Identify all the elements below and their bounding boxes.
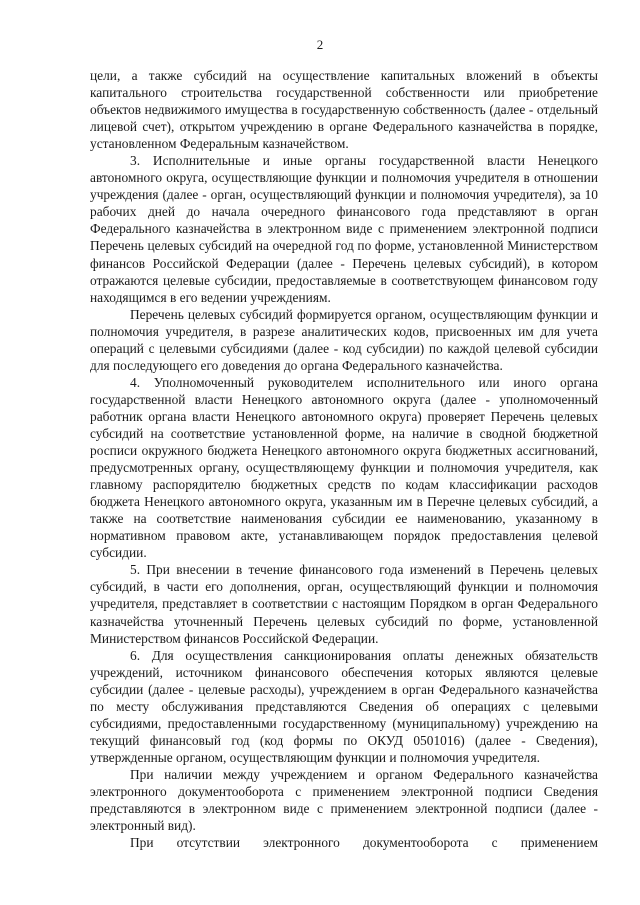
paragraph-no-electronic-workflow: При отсутствии электронного документооборота с применением: [130, 835, 598, 851]
paragraph-electronic-workflow: При наличии между учреждением и органом Федерального казначейства электронного документооборота с применением электронной подписи Сведения представляются в электронном виде с применением электронной подписи (далее - электронный вид).: [90, 766, 598, 834]
paragraph-clause-4: 4. Уполномоченный руководителем исполнительного или иного органа государственной власти Ненецкого автономного округа (далее - уполномоченный работник органа власти Ненецкого автономного округа) проверяет Перечень целевых субсидий на соответствие установленной форме, на наличие в сводной бюджетной росписи окружного бюджета Ненецкого автономного округа бюджетных ассигнований, предусмотренных органу, осуществляющему функции и полномочия учредителя, как главному распорядителю бюджетных средств по кодам классификации расходов бюджета Ненецкого автономного округа, указанным им в Перечне целевых субсидий, а также на соответствие наименования субсидии ее наименованию, указанному в нормативном правовом акте, устанавливающем порядок предоставления целевой субсидии.: [90, 374, 598, 561]
page-number: 2: [316, 37, 324, 52]
paragraph-list-formation: Перечень целевых субсидий формируется органом, осуществляющим функции и полномочия учредителя, в разрезе аналитических кодов, присвоенных им для учета операций с целевыми субсидиями (далее - код субсидии) по каждой целевой субсидии для последующего его доведения до органа Федерального казначейства.: [90, 306, 598, 373]
paragraph-clause-3: 3. Исполнительные и иные органы государственной власти Ненецкого автономного округа, осуществляющие функции и полномочия учредителя в отношении учреждения (далее - орган, осуществляющий функции и полномочия учредителя), за 10 рабочих дней до начала очередного финансового года представляют в орган Федерального казначейства в электронном виде с применением электронной подписи Перечень целевых субсидий на очередной год по форме, установленной Министерством финансов Российской Федерации (далее - Перечень целевых субсидий), в котором отражаются целевые субсидии, предоставляемые в соответствующем финансовом году находящимся в его ведении учреждениям.: [90, 153, 598, 305]
paragraph-clause-6: 6. Для осуществления санкционирования оплаты денежных обязательств учреждений, источником финансового обеспечения которых являются целевые субсидии (далее - целевые расходы), учреждением в орган Федерального казначейства по месту обслуживания представляются Сведения об операциях с целевыми субсидиями, предоставленными государственному (муниципальному) учреждению на текущий финансовый год (код формы по ОКУД 0501016) (далее - Сведения), утвержденные органом, осуществляющим функции и полномочия учредителя.: [90, 647, 598, 765]
paragraph-clause-5: 5. При внесении в течение финансового года изменений в Перечень целевых субсидий, в части его дополнения, орган, осуществляющий функции и полномочия учредителя, представляет в соответствии с настоящим Порядком в орган Федерального казначейства уточненный Перечень целевых субсидий по форме, установленной Министерством финансов Российской Федерации.: [90, 562, 598, 646]
document-body: [90, 67, 598, 851]
paragraph-continuation: цели, а также субсидий на осуществление капитальных вложений в объекты капитального строительства государственной собственности или приобретение объектов недвижимого имущества в государственную собственность (далее - отдельный лицевой счет), открытом учреждению в органе Федерального казначейства в порядке, установленном Федеральным казначейством.: [90, 68, 598, 152]
